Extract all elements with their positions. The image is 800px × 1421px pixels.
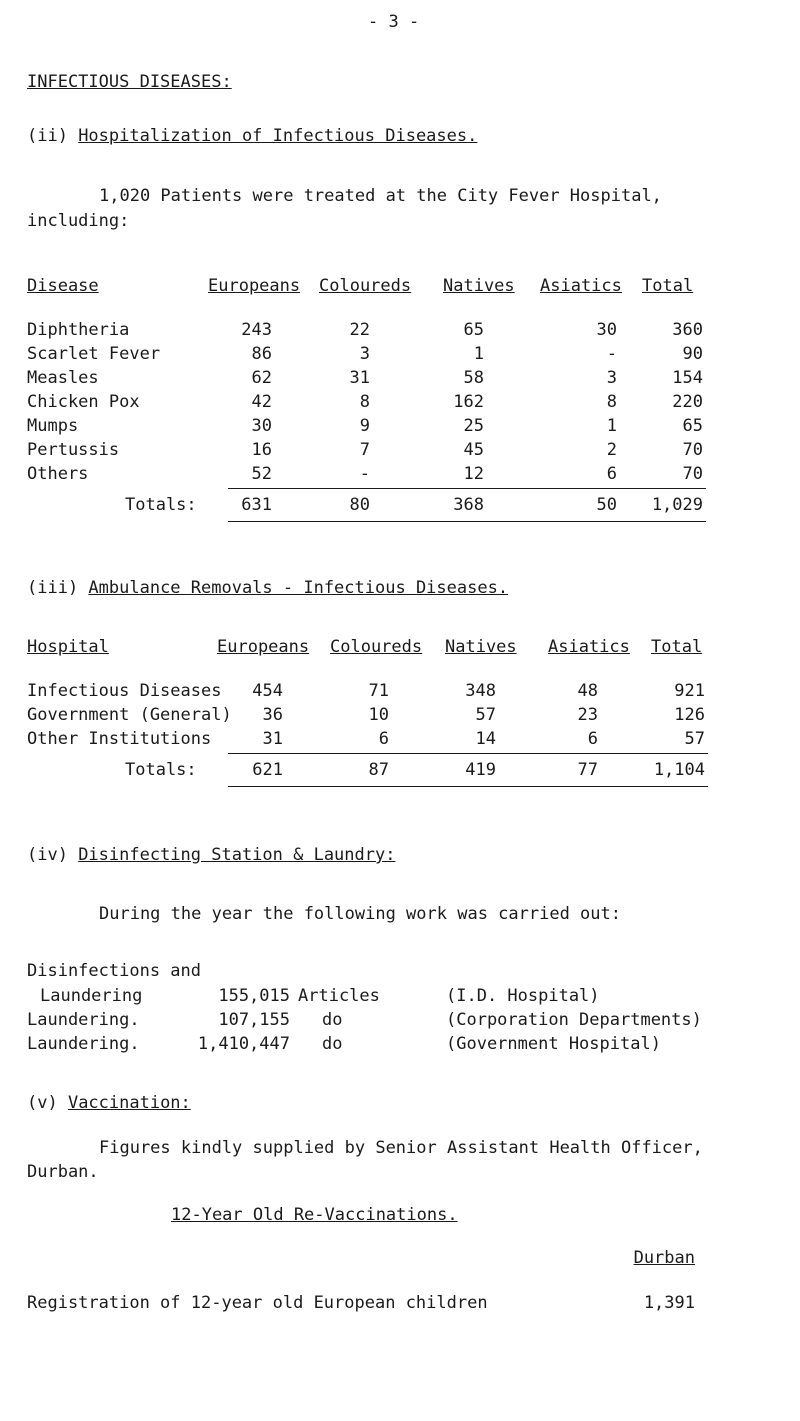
cell-coloureds: 31 — [349, 368, 370, 388]
cell-total: 90 — [682, 344, 703, 364]
col-header-asiatics: Asiatics — [540, 276, 622, 296]
totals-row — [0, 495, 800, 517]
cell-asiatics: 48 — [577, 681, 598, 701]
row-label: Chicken Pox — [27, 392, 140, 412]
row-label: Infectious Diseases — [27, 681, 222, 701]
totals-top-rule — [228, 488, 706, 489]
cell-europeans: 16 — [251, 440, 272, 460]
row-label: Other Institutions — [27, 729, 212, 749]
disinfecting-amount: 107,155 — [218, 1010, 290, 1030]
cell-asiatics: 3 — [606, 368, 617, 388]
col-header-europeans: Europeans — [208, 276, 301, 296]
cell-europeans: 86 — [251, 344, 272, 364]
cell-coloureds: 6 — [378, 729, 389, 749]
total-europeans: 621 — [252, 760, 283, 780]
cell-natives: 45 — [463, 440, 484, 460]
total-europeans: 631 — [241, 495, 272, 515]
cell-total: 70 — [682, 440, 703, 460]
cell-coloureds: 10 — [368, 705, 389, 725]
ambulance-heading-text: Ambulance Removals - Infectious Diseases. — [88, 578, 509, 598]
table-row — [0, 320, 800, 342]
table-row — [0, 344, 800, 366]
disinfecting-place: (Government Hospital) — [446, 1034, 661, 1054]
disinfecting-unit: do — [322, 1010, 343, 1030]
col-header-natives: Natives — [445, 637, 517, 657]
disinfecting-row-label: Laundering. — [27, 1010, 140, 1030]
cell-coloureds: 9 — [359, 416, 370, 436]
col-header-europeans: Europeans — [217, 637, 310, 657]
cell-europeans: 42 — [251, 392, 272, 412]
table-row — [0, 464, 800, 486]
table-row — [0, 392, 800, 414]
cell-natives: 25 — [463, 416, 484, 436]
total-total: 1,029 — [651, 495, 703, 515]
cell-total: 220 — [672, 392, 703, 412]
cell-natives: 14 — [475, 729, 496, 749]
hospitalization-intro-line1: 1,020 Patients were treated at the City Fever Hospital, — [99, 186, 662, 206]
col-header-asiatics: Asiatics — [548, 637, 630, 657]
disinfecting-amount: 1,410,447 — [197, 1034, 290, 1054]
hospitalization-intro-line2: including: — [27, 211, 130, 231]
table-row — [0, 416, 800, 438]
cell-natives: 65 — [463, 320, 484, 340]
total-natives: 419 — [465, 760, 496, 780]
totals-row — [0, 760, 800, 782]
vaccination-source-line1: Figures kindly supplied by Senior Assistant Health Officer, — [99, 1138, 703, 1158]
cell-europeans: 36 — [262, 705, 283, 725]
cell-total: 65 — [682, 416, 703, 436]
vaccination-heading: (v) Vaccination: — [27, 1093, 191, 1113]
disinfecting-intro: During the year the following work was carried out: — [99, 904, 621, 924]
cell-total: 921 — [674, 681, 705, 701]
total-asiatics: 77 — [577, 760, 598, 780]
row-label: Pertussis — [27, 440, 120, 460]
disinfecting-amount: 155,015 — [218, 986, 290, 1006]
totals-top-rule — [228, 753, 708, 754]
cell-coloureds: 7 — [359, 440, 370, 460]
cell-asiatics: 6 — [587, 729, 598, 749]
row-label: Others — [27, 464, 89, 484]
disinfecting-unit: do — [322, 1034, 343, 1054]
vaccination-row-value: 1,391 — [643, 1293, 695, 1313]
vaccination-source-line2: Durban. — [27, 1162, 99, 1182]
disinfecting-heading-text: Disinfecting Station & Laundry: — [78, 845, 396, 865]
cell-asiatics: 2 — [606, 440, 617, 460]
col-header-natives: Natives — [443, 276, 515, 296]
cell-europeans: 31 — [262, 729, 283, 749]
total-asiatics: 50 — [596, 495, 617, 515]
cell-coloureds: 22 — [349, 320, 370, 340]
table-row — [0, 368, 800, 390]
cell-europeans: 62 — [251, 368, 272, 388]
cell-asiatics: 30 — [596, 320, 617, 340]
total-total: 1,104 — [653, 760, 705, 780]
cell-coloureds: 71 — [368, 681, 389, 701]
table-row — [0, 681, 800, 703]
section-heading: INFECTIOUS DISEASES: — [27, 72, 232, 92]
totals-label: Totals: — [125, 495, 197, 515]
totals-bottom-rule — [228, 786, 708, 787]
row-label: Government (General) — [27, 705, 232, 725]
cell-natives: 12 — [463, 464, 484, 484]
cell-total: 57 — [684, 729, 705, 749]
table-row — [0, 440, 800, 462]
table-row — [0, 705, 800, 727]
cell-europeans: 52 — [251, 464, 272, 484]
hospitalization-heading: (ii) Hospitalization of Infectious Diseases. — [27, 126, 478, 146]
row-label: Diphtheria — [27, 320, 130, 340]
total-natives: 368 — [453, 495, 484, 515]
table-header-row — [0, 637, 800, 659]
ambulance-heading: (iii) Ambulance Removals - Infectious Diseases. — [27, 578, 509, 598]
disinfecting-row-label: Laundering — [40, 986, 143, 1006]
total-coloureds: 87 — [368, 760, 389, 780]
vaccination-subheading: 12-Year Old Re-Vaccinations. — [171, 1205, 458, 1225]
disinfecting-unit: Articles — [298, 986, 380, 1006]
cell-asiatics: 23 — [577, 705, 598, 725]
cell-asiatics: - — [606, 344, 617, 364]
cell-coloureds: 3 — [359, 344, 370, 364]
col-header-hospital: Hospital — [27, 637, 109, 657]
vaccination-heading-text: Vaccination: — [67, 1093, 191, 1113]
col-header-coloureds: Coloureds — [330, 637, 423, 657]
disinfecting-row-label: Laundering. — [27, 1034, 140, 1054]
col-header-total: Total — [651, 637, 703, 657]
cell-natives: 348 — [465, 681, 496, 701]
cell-asiatics: 1 — [606, 416, 617, 436]
hospitalization-heading-text: Hospitalization of Infectious Diseases. — [78, 126, 478, 146]
cell-natives: 162 — [453, 392, 484, 412]
cell-coloureds: 8 — [359, 392, 370, 412]
disinfecting-place: (Corporation Departments) — [446, 1010, 702, 1030]
cell-total: 154 — [672, 368, 703, 388]
disinfecting-heading: (iv) Disinfecting Station & Laundry: — [27, 845, 396, 865]
cell-total: 360 — [672, 320, 703, 340]
page-number: - 3 - — [368, 12, 420, 32]
cell-total: 126 — [674, 705, 705, 725]
table-row — [0, 729, 800, 751]
total-coloureds: 80 — [349, 495, 370, 515]
totals-label: Totals: — [125, 760, 197, 780]
row-label: Scarlet Fever — [27, 344, 161, 364]
cell-europeans: 30 — [251, 416, 272, 436]
cell-natives: 58 — [463, 368, 484, 388]
disinfecting-row-label-line1: Disinfections and — [27, 961, 201, 981]
vaccination-row-label: Registration of 12-year old European children — [27, 1293, 488, 1313]
row-label: Measles — [27, 368, 99, 388]
col-header-coloureds: Coloureds — [319, 276, 412, 296]
row-label: Mumps — [27, 416, 79, 436]
cell-total: 70 — [682, 464, 703, 484]
cell-asiatics: 8 — [606, 392, 617, 412]
cell-natives: 1 — [473, 344, 484, 364]
col-header-total: Total — [642, 276, 694, 296]
cell-europeans: 243 — [241, 320, 272, 340]
vaccination-column-header: Durban — [633, 1248, 695, 1268]
cell-natives: 57 — [475, 705, 496, 725]
disinfecting-place: (I.D. Hospital) — [446, 986, 600, 1006]
col-header-disease: Disease — [27, 276, 99, 296]
totals-bottom-rule — [228, 521, 706, 522]
cell-asiatics: 6 — [606, 464, 617, 484]
table-header-row — [0, 276, 800, 298]
cell-europeans: 454 — [252, 681, 283, 701]
cell-coloureds: - — [359, 464, 370, 484]
